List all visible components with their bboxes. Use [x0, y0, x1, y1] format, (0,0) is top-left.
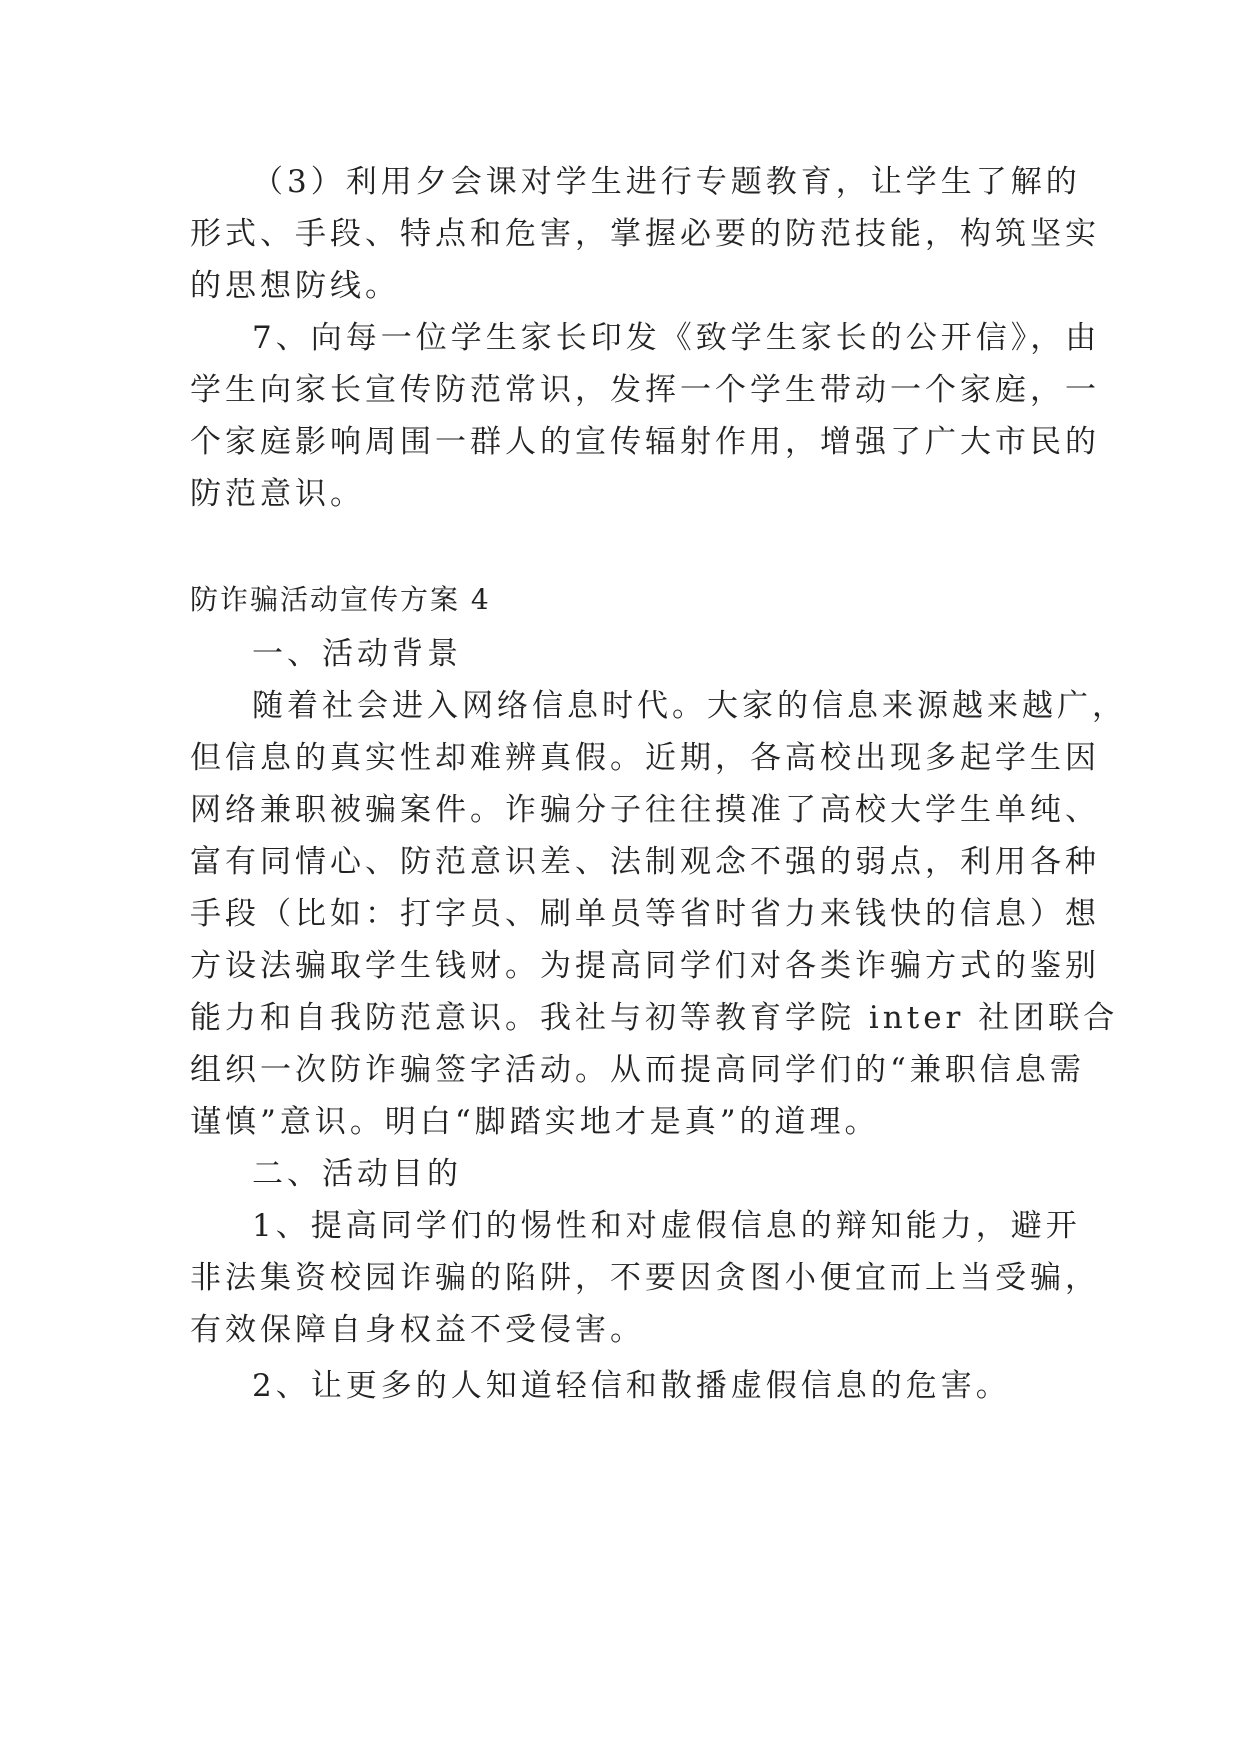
paragraph-1-line-2: 形式、手段、特点和危害，掌握必要的防范技能，构筑坚实 [190, 216, 1100, 252]
paragraph-2-line-3: 个家庭影响周围一群人的宣传辐射作用，增强了广大市民的 [190, 424, 1100, 460]
heading-activity-purpose: 二、活动目的 [252, 1156, 462, 1192]
paragraph-1-line-3: 的思想防线。 [190, 268, 400, 304]
paragraph-4-line-1: 1、提高同学们的惕性和对虚假信息的辩知能力，避开 [252, 1208, 1081, 1244]
paragraph-2-line-2: 学生向家长宣传防范常识，发挥一个学生带动一个家庭，一 [190, 372, 1100, 408]
heading-activity-background: 一、活动背景 [252, 636, 462, 672]
paragraph-3-line-2: 但信息的真实性却难辨真假。近期，各高校出现多起学生因 [190, 740, 1100, 776]
paragraph-3-line-7: 能力和自我防范意识。我社与初等教育学院 inter 社团联合 [190, 1000, 1119, 1036]
paragraph-1-line-1: （3）利用夕会课对学生进行专题教育，让学生了解的 [252, 164, 1081, 200]
paragraph-3-line-1: 随着社会进入网络信息时代。大家的信息来源越来越广， [252, 688, 1127, 724]
paragraph-2-line-4: 防范意识。 [190, 476, 365, 512]
paragraph-4-line-2: 非法集资校园诈骗的陷阱，不要因贪图小便宜而上当受骗， [190, 1260, 1100, 1296]
paragraph-4-line-3: 有效保障自身权益不受侵害。 [190, 1312, 645, 1348]
paragraph-3-line-9: 谨慎”意识。明白“脚踏实地才是真”的道理。 [190, 1104, 880, 1140]
paragraph-3-line-6: 方设法骗取学生钱财。为提高同学们对各类诈骗方式的鉴别 [190, 948, 1100, 984]
section-title: 防诈骗活动宣传方案 4 [190, 583, 491, 616]
paragraph-5-line-1: 2、让更多的人知道轻信和散播虚假信息的危害。 [252, 1368, 1011, 1404]
paragraph-2-line-1: 7、向每一位学生家长印发《致学生家长的公开信》，由 [252, 320, 1101, 356]
paragraph-3-line-8: 组织一次防诈骗签字活动。从而提高同学们的“兼职信息需 [190, 1052, 1085, 1088]
paragraph-3-line-4: 富有同情心、防范意识差、法制观念不强的弱点，利用各种 [190, 844, 1100, 880]
paragraph-3-line-5: 手段（比如：打字员、刷单员等省时省力来钱快的信息）想 [190, 896, 1100, 932]
paragraph-3-line-3: 网络兼职被骗案件。诈骗分子往往摸准了高校大学生单纯、 [190, 792, 1100, 828]
